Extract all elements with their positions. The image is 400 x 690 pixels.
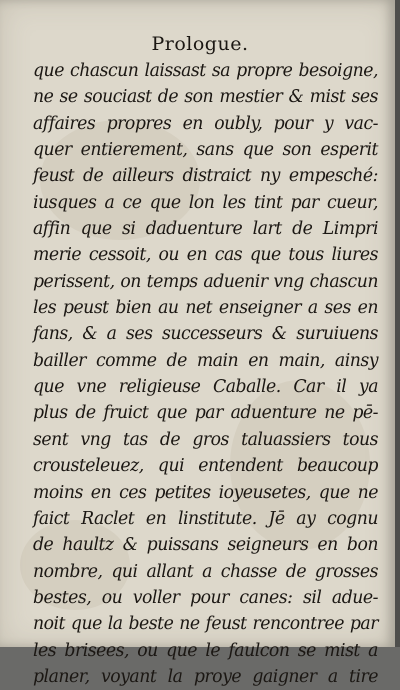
text-line: crousteleuez, qui entendent beaucoup: [33, 456, 378, 477]
text-line: affaires propres en oubly, pour y vac-: [33, 113, 378, 134]
text-line: plus de fruict que par aduenture ne pē-: [33, 403, 378, 424]
text-line: bailler comme de main en main, ainsy: [33, 350, 378, 371]
text-line: que chascun laissast sa propre besoigne,: [33, 61, 378, 81]
page-header: Prologue.: [151, 33, 249, 55]
page-edge-shadow: [395, 0, 400, 647]
text-line: nombre, qui allant a chasse de grosses: [33, 561, 378, 582]
text-line: feust de ailleurs distraict ny empesché:: [33, 166, 378, 187]
text-line: iusques a ce que lon les tint par cueur,: [33, 192, 378, 213]
text-line: sent vng tas de gros taluassiers tous: [33, 429, 378, 450]
text-line: affin que si daduenture lart de Limpri: [33, 219, 378, 240]
text-line: ne se souciast de son mestier & mist ses: [33, 87, 378, 108]
text-line: noit que la beste ne feust rencontree par: [33, 614, 378, 635]
text-line: faict Raclet en linstitute. Jē ay cognu: [33, 508, 378, 529]
text-line: les peust bien au net enseigner a ses en: [33, 298, 378, 319]
text-line: bestes, ou voller pour canes: sil adue-: [33, 587, 378, 608]
text-line: merie cessoit, ou en cas que tous liures: [33, 245, 378, 266]
text-line: perissent, on temps aduenir vng chascun: [33, 271, 378, 292]
text-line: de haultz & puissans seigneurs en bon: [33, 535, 378, 556]
text-line: que vne religieuse Caballe. Car il ya: [33, 377, 378, 398]
text-line: quer entierement, sans que son esperit: [33, 140, 378, 161]
text-line: moins en ces petites ioyeusetes, que ne: [33, 482, 378, 503]
text-line: planer, voyant la proye gaigner a tire: [33, 666, 378, 687]
text-line: les brisees, ou que le faulcon se mist a: [33, 640, 378, 661]
body-text: [33, 58, 378, 690]
text-line: fans, & a ses successeurs & suruiuens: [33, 324, 378, 345]
